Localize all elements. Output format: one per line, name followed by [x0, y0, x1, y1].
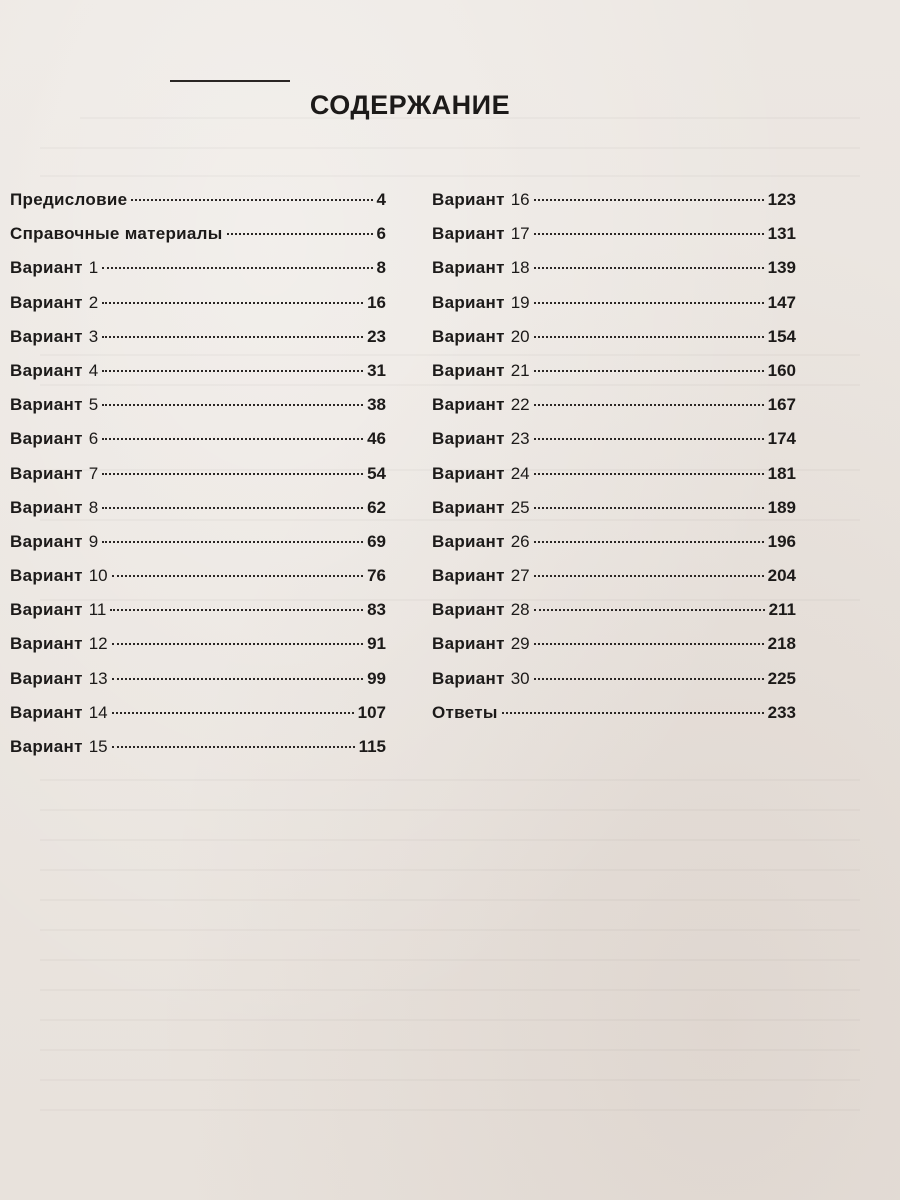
toc-entry-page-number: 204 [767, 566, 796, 586]
toc-left-column [10, 190, 386, 771]
toc-entry-label: Вариант [432, 292, 505, 312]
toc-entry-page-number: 139 [767, 258, 796, 278]
toc-entry-number: 13 [88, 668, 108, 688]
toc-entry [10, 361, 386, 395]
toc-entry [432, 258, 796, 292]
toc-entry [10, 737, 386, 771]
toc-dot-leader [102, 404, 363, 406]
toc-entry [432, 498, 796, 532]
toc-entry-label: Вариант [10, 463, 83, 483]
toc-entry [432, 361, 796, 395]
toc-entry-label: Вариант [432, 600, 505, 620]
toc-entry-label: Вариант [432, 531, 505, 551]
toc-entry [432, 634, 796, 668]
toc-dot-leader [534, 199, 764, 201]
toc-entry-label: Ответы [432, 702, 498, 722]
toc-entry-number: 27 [510, 566, 530, 586]
toc-entry-label: Вариант [432, 634, 505, 654]
toc-entry-page-number: 16 [367, 292, 386, 312]
toc-entry-number: 29 [510, 634, 530, 654]
toc-entry-page-number: 99 [367, 668, 386, 688]
toc-entry-page-number: 154 [767, 326, 796, 346]
toc-dot-leader [112, 712, 354, 714]
toc-entry-number: 1 [88, 258, 99, 278]
toc-entry-number: 17 [510, 224, 530, 244]
toc-dot-leader [102, 336, 363, 338]
toc-dot-leader [102, 541, 363, 543]
toc-dot-leader [112, 575, 363, 577]
toc-entry [432, 190, 796, 224]
toc-dot-leader [502, 712, 764, 714]
toc-dot-leader [534, 404, 764, 406]
toc-entry-page-number: 189 [767, 497, 796, 517]
toc-entry-page-number: 131 [767, 224, 796, 244]
toc-entry [10, 429, 386, 463]
toc-entry-number: 21 [510, 360, 530, 380]
toc-entry-number: 6 [88, 429, 99, 449]
toc-entry-number: 23 [510, 429, 530, 449]
toc-entry-label: Вариант [10, 395, 83, 415]
toc-dot-leader [102, 302, 363, 304]
toc-entry-page-number: 123 [767, 190, 796, 209]
toc-dot-leader [534, 267, 764, 269]
toc-entry-label: Вариант [10, 600, 83, 620]
toc-entry [10, 190, 386, 224]
toc-entry-page-number: 218 [767, 634, 796, 654]
toc-entry [432, 327, 796, 361]
toc-dot-leader [102, 507, 363, 509]
toc-entry-label: Вариант [432, 360, 505, 380]
toc-entry-number: 7 [88, 463, 99, 483]
toc-entry-label: Вариант [10, 531, 83, 551]
toc-entry-page-number: 4 [376, 190, 386, 209]
toc-entry-page-number: 23 [367, 326, 386, 346]
toc-entry-number: 10 [88, 566, 108, 586]
toc-dot-leader [534, 678, 764, 680]
toc-dot-leader [102, 267, 372, 269]
toc-entry-page-number: 76 [367, 566, 386, 586]
toc-entry [432, 395, 796, 429]
toc-entry [10, 464, 386, 498]
toc-entry-number: 25 [510, 497, 530, 517]
toc-entry-number: 19 [510, 292, 530, 312]
toc-entry-page-number: 196 [767, 531, 796, 551]
toc-entry [10, 566, 386, 600]
toc-entry [10, 224, 386, 258]
toc-entry-label: Вариант [432, 429, 505, 449]
toc-entry-number: 24 [510, 463, 530, 483]
toc-entry [432, 703, 796, 737]
toc-entry-page-number: 167 [767, 395, 796, 415]
toc-entry-page-number: 233 [767, 702, 796, 722]
toc-entry-page-number: 91 [367, 634, 386, 654]
toc-entry-label: Вариант [432, 497, 505, 517]
toc-entry-number: 15 [88, 737, 108, 756]
toc-dot-leader [112, 746, 355, 748]
toc-entry-label: Вариант [10, 429, 83, 449]
toc-entry [10, 532, 386, 566]
toc-entry-label: Вариант [10, 702, 83, 722]
toc-entry-label: Вариант [10, 566, 83, 586]
toc-dot-leader [102, 370, 363, 372]
toc-entry-page-number: 160 [767, 360, 796, 380]
toc-entry [10, 634, 386, 668]
toc-entry [10, 669, 386, 703]
toc-entry-number: 18 [510, 258, 530, 278]
toc-entry-number: 8 [88, 497, 99, 517]
toc-dot-leader [112, 643, 363, 645]
toc-entry-page-number: 62 [367, 497, 386, 517]
toc-dot-leader [227, 233, 373, 235]
toc-entry-label: Справочные материалы [10, 224, 223, 244]
toc-entry-number: 22 [510, 395, 530, 415]
toc-entry-label: Вариант [432, 258, 505, 278]
toc-entry [432, 293, 796, 327]
toc-entry-page-number: 54 [367, 463, 386, 483]
toc-entry-page-number: 115 [358, 737, 386, 756]
toc-entry [432, 224, 796, 258]
toc-entry-page-number: 211 [768, 600, 796, 620]
toc-entry-label: Вариант [10, 737, 83, 756]
toc-right-column [432, 190, 796, 737]
toc-entry-label: Вариант [432, 668, 505, 688]
toc-entry [10, 498, 386, 532]
toc-entry-page-number: 31 [367, 360, 386, 380]
toc-dot-leader [534, 233, 764, 235]
toc-entry-label: Вариант [432, 326, 505, 346]
page-title: СОДЕРЖАНИЕ [309, 90, 511, 120]
toc-entry-number: 2 [88, 292, 99, 312]
toc-entry-label: Вариант [10, 292, 83, 312]
toc-entry-label: Предисловие [10, 190, 128, 209]
toc-entry-page-number: 107 [357, 702, 386, 722]
toc-entry-number: 11 [88, 600, 107, 620]
toc-entry [10, 395, 386, 429]
toc-dot-leader [534, 336, 764, 338]
toc-entry-number: 12 [88, 634, 108, 654]
toc-entry-number: 9 [88, 531, 99, 551]
toc-entry-page-number: 46 [367, 429, 386, 449]
toc-dot-leader [102, 473, 363, 475]
top-rule [170, 80, 290, 82]
toc-entry-label: Вариант [432, 566, 505, 586]
toc-entry-page-number: 225 [767, 668, 796, 688]
toc-entry [432, 566, 796, 600]
toc-entry-page-number: 174 [767, 429, 796, 449]
toc-entry-label: Вариант [432, 190, 505, 209]
toc-entry-label: Вариант [10, 258, 83, 278]
toc-entry-page-number: 8 [376, 258, 386, 278]
toc-entry-label: Вариант [10, 634, 83, 654]
toc-dot-leader [102, 438, 363, 440]
toc-dot-leader [131, 199, 372, 201]
toc-entry-number: 3 [88, 326, 99, 346]
toc-entry-number: 30 [510, 668, 530, 688]
toc-entry-number: 26 [510, 531, 530, 551]
toc-entry [432, 600, 796, 634]
toc-dot-leader [534, 575, 764, 577]
toc-dot-leader [534, 302, 764, 304]
toc-entry-page-number: 38 [367, 395, 386, 415]
toc-dot-leader [534, 438, 764, 440]
toc-entry-page-number: 69 [367, 531, 386, 551]
toc-dot-leader [534, 473, 764, 475]
toc-dot-leader [534, 609, 765, 611]
toc-entry [432, 669, 796, 703]
toc-entry-number: 14 [88, 702, 108, 722]
toc-entry-page-number: 6 [376, 224, 386, 244]
toc-entry [10, 327, 386, 361]
toc-dot-leader [110, 609, 363, 611]
toc-dot-leader [534, 643, 764, 645]
toc-entry [432, 532, 796, 566]
toc-dot-leader [534, 370, 764, 372]
toc-entry-label: Вариант [432, 395, 505, 415]
toc-dot-leader [112, 678, 363, 680]
toc-entry-page-number: 147 [767, 292, 796, 312]
toc-dot-leader [534, 507, 764, 509]
toc-entry-label: Вариант [432, 463, 505, 483]
toc-entry [10, 703, 386, 737]
toc-entry-number: 4 [88, 360, 99, 380]
toc-entry [10, 293, 386, 327]
toc-entry-label: Вариант [432, 224, 505, 244]
toc-entry-label: Вариант [10, 326, 83, 346]
toc-entry [10, 600, 386, 634]
toc-entry-page-number: 181 [767, 463, 796, 483]
toc-entry-page-number: 83 [367, 600, 386, 620]
toc-entry-label: Вариант [10, 497, 83, 517]
toc-entry-number: 16 [510, 190, 530, 209]
toc-entry-number: 20 [510, 326, 530, 346]
toc-entry-number: 28 [510, 600, 530, 620]
toc-entry [10, 258, 386, 292]
toc-entry [432, 429, 796, 463]
toc-entry [432, 464, 796, 498]
toc-entry-number: 5 [88, 395, 99, 415]
toc-dot-leader [534, 541, 764, 543]
toc-entry-label: Вариант [10, 668, 83, 688]
toc-entry-label: Вариант [10, 360, 83, 380]
